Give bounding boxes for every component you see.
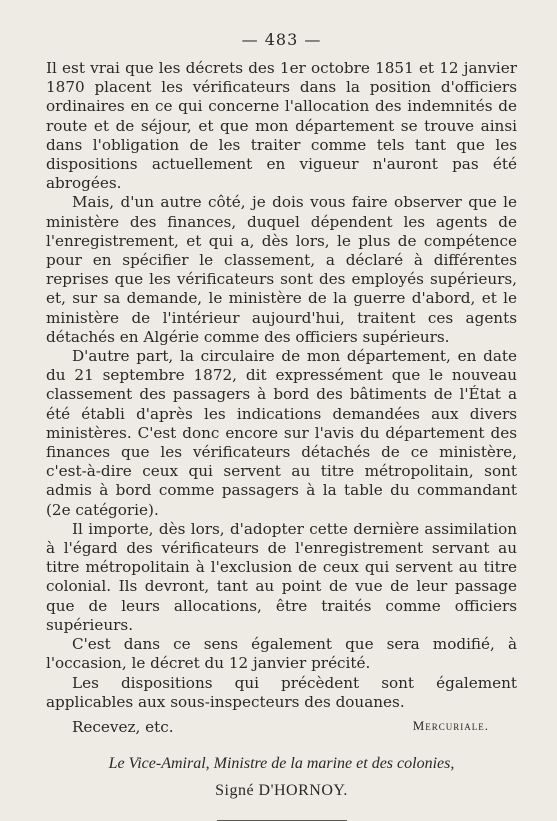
paragraph-1: Il est vrai que les décrets des 1er octobre 1851 et 12 janvier 1870 placent les vérificateurs dans la position d'officiers ordinaires en ce qui concerne l'allocation des indemnités de route et de séjour, et que mon département se trouve ainsi dans l'obligation de les traiter comme tels tant que les dispositions actuellement en vigueur n'auront pas été abrogées. (46, 59, 517, 193)
closing-formula: Recevez, etc. (72, 717, 174, 736)
paragraph-2: Mais, d'un autre côté, je dois vous faire observer que le ministère des finances, duquel dépendent les agents de l'enregistrement, et qui a, dès lors, le plus de compétence pour en spécifier le classement, a déclaré à différentes reprises que les vérificateurs sont des employés supérieurs, et, sur sa demande, le ministère de la guerre d'abord, et le ministère de l'intérieur aujourd'hui, traitent ces agents détachés en Algérie comme des officiers supérieurs. (46, 193, 517, 346)
paragraph-5: C'est dans ce sens également que sera modifié, à l'occasion, le décret du 12 janvier précité. (46, 635, 517, 673)
paragraph-4: Il importe, dès lors, d'adopter cette dernière assimilation à l'égard des vérificateurs de l'enregistrement servant au titre métropolitain à l'exclusion de ceux qui servent au titre colonial. Ils devront, tant au point de vue de leur passage que de leurs allocations, être traités comme officiers supérieurs. (46, 519, 517, 634)
publisher-mark: Mercuriale. (412, 718, 489, 733)
signature-name: Signé D'HORNOY. (215, 782, 348, 800)
paragraph-3: D'autre part, la circulaire de mon département, en date du 21 septembre 1872, dit expressément que le nouveau classement des passagers à bord des bâtiments de l'État a été établi d'après les indications demandées aux divers ministères. C'est donc encore sur l'avis du département des finances que les vérificateurs détachés de ce ministère, c'est-à-dire ceux qui servent au titre métropolitain, sont admis à bord comme passagers à la table du commandant (2e catégorie). (46, 347, 517, 519)
signature-title: Le Vice-Amiral, Ministre de la marine et des colonies, (108, 755, 455, 773)
page-number: — 483 — (241, 30, 322, 49)
paragraph-6: Les dispositions qui précèdent sont également applicables aux sous-inspecteurs des douanes. (46, 673, 517, 711)
